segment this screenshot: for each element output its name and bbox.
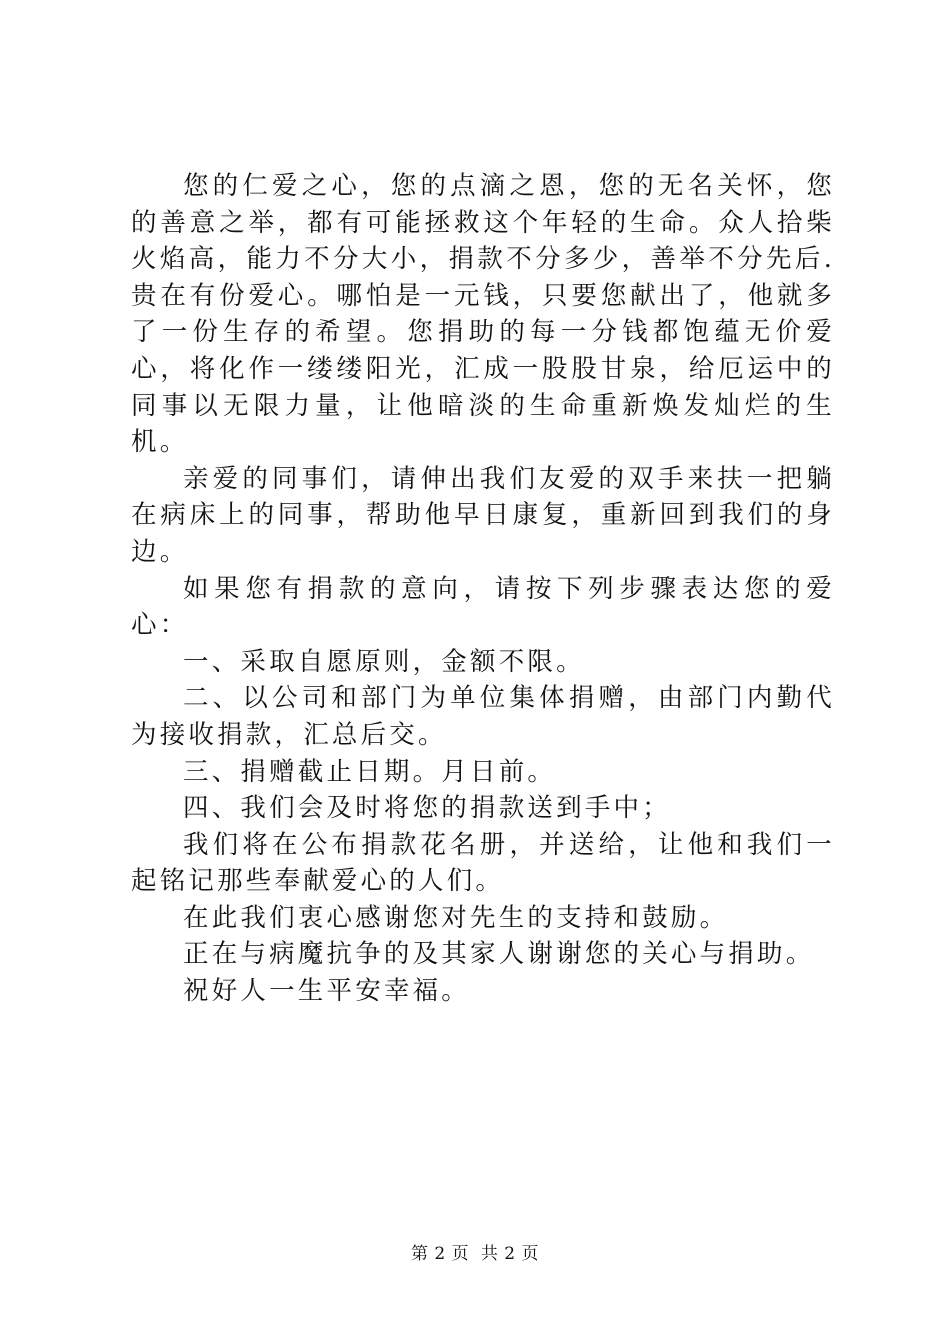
body-paragraph-6: 正在与病魔抗争的及其家人谢谢您的关心与捐助。: [183, 939, 815, 970]
step-item-3: 三、捐赠截止日期。月日前。: [183, 756, 557, 787]
step-item-4: 四、我们会及时将您的捐款送到手中；: [183, 793, 671, 824]
body-paragraph-3: 如果您有捐款的意向，请按下列步骤表达您的爱心：: [131, 573, 835, 641]
closing-line: 祝好人一生平安幸福。: [183, 976, 471, 1007]
step-item-2: 二、以公司和部门为单位集体捐赠，由部门内勤代为接收捐款，汇总后交。: [131, 683, 835, 750]
body-paragraph-2: 亲爱的同事们，请伸出我们友爱的双手来扶一把躺在病床上的同事，帮助他早日康复，重新回到我们的身边。: [131, 463, 835, 567]
body-paragraph-1: 您的仁爱之心，您的点滴之恩，您的无名关怀，您的善意之举，都有可能拯救这个年轻的生命。众人拾柴火焰高，能力不分大小，捐款不分多少，善举不分先后.贵在有份爱心。哪怕是一元钱，只要您献出了，他就多了一份生存的希望。您捐助的每一分钱都饱蕴无价爱心，将化作一缕缕阳光，汇成一股股甘泉，给厄运中的同事以无限力量，让他暗淡的生命重新焕发灿烂的生机。: [131, 171, 835, 458]
document-body: [131, 168, 835, 1010]
body-paragraph-5: 在此我们衷心感谢您对先生的支持和鼓励。: [183, 902, 729, 933]
step-item-1: 一、采取自愿原则，金额不限。: [183, 646, 585, 677]
page-number-footer: 第 2 页 共 2 页: [410, 1244, 540, 1264]
body-paragraph-4: 我们将在公布捐款花名册，并送给，让他和我们一起铭记那些奉献爱心的人们。: [131, 829, 835, 897]
